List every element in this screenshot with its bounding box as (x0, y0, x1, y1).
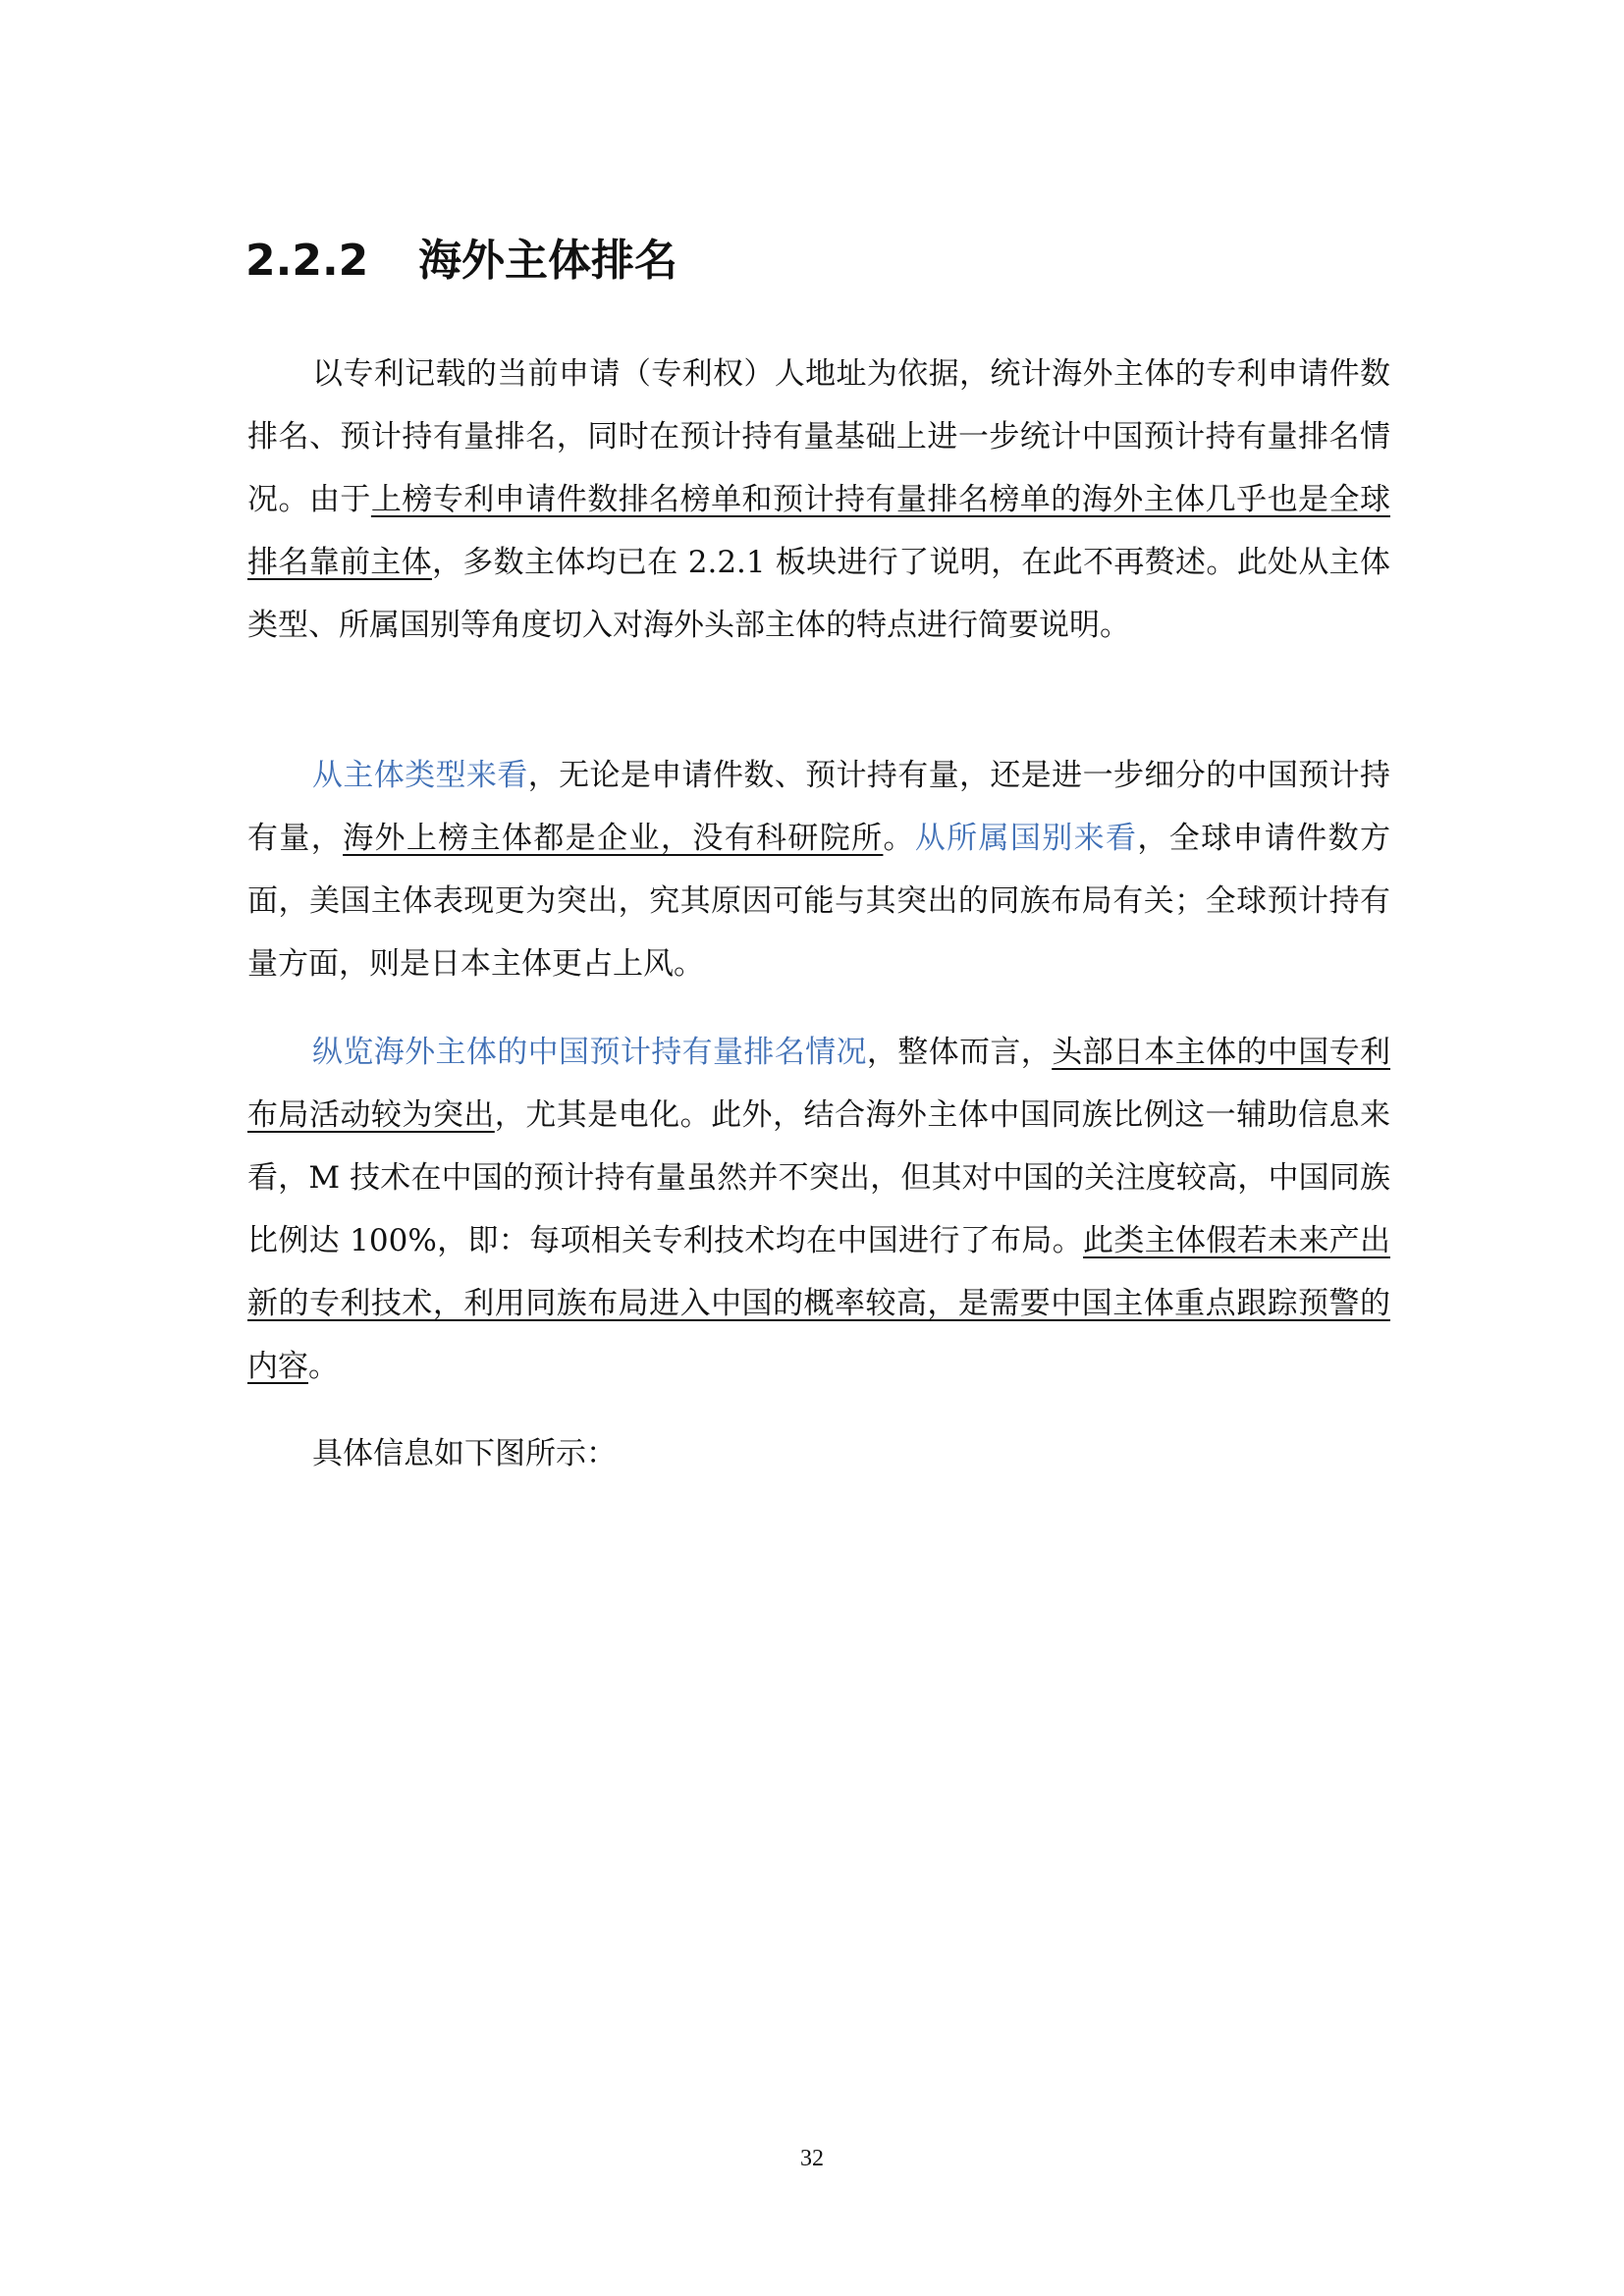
p3-underlined-text-2: 此类主体假若未来产出新的专利技术，利用同族布局进入中国的概率较高，是需要中国主体重点跟踪预警的内容 (247, 1223, 1390, 1384)
section-heading (245, 232, 677, 291)
section-title: 海外主体排名 (418, 236, 677, 286)
paragraph-intro (247, 343, 1390, 657)
p4-text: 具体信息如下图所示： (312, 1436, 617, 1471)
p1-underlined-text: 上榜专利申请件数排名榜单和预计持有量排名榜单的海外主体几乎也是全球排名靠前主体 (247, 482, 1390, 580)
p2-underlined-text: 海外上榜主体都是企业，没有科研院所 (343, 821, 884, 856)
page-number: 32 (800, 2146, 824, 2171)
paragraph-figure-lead (247, 1422, 1390, 1485)
paragraph-entity-type (247, 744, 1390, 995)
p3-text-1: ，整体而言， (866, 1035, 1053, 1070)
p1-text-1: 以专利记载的当前申请（专利权）人地址为依据，统计海外主体的专利申请件数排名、预计持有量排名，同时在预计持有量基础上进一步统计中国预计持有量排名情况。由于 (247, 356, 1390, 517)
p1-text-2: ，多数主体均已在 2.2.1 板块进行了说明，在此不再赘述。此处从主体类型、所属国别等角度切入对海外头部主体的特点进行简要说明。 (247, 545, 1391, 643)
p2-text-1: ，无论是申请件数、预计持有量，还是进一步细分的中国预计持有量， (247, 758, 1391, 856)
p3-underlined-text-1: 头部日本主体的中国专利布局活动较为突出 (247, 1035, 1391, 1133)
p3-text-3: 。 (308, 1349, 339, 1384)
p3-text-2: ，尤其是电化。此外，结合海外主体中国同族比例这一辅助信息来看，M 技术在中国的预计持有量虽然并不突出，但其对中国的关注度较高，中国同族比例达 100%，即：每项相关专利技术均在中国进行了布局。 (247, 1097, 1391, 1258)
p2-highlight-country: 从所属国别来看 (914, 821, 1138, 856)
p2-text-3: ，全球申请件数方面，美国主体表现更为突出，究其原因可能与其突出的同族布局有关；全球预计持有量方面，则是日本主体更占上风。 (247, 821, 1391, 982)
p2-highlight-entity-type: 从主体类型来看 (312, 758, 528, 793)
section-number: 2.2.2 (245, 236, 369, 286)
p2-text-2: 。 (883, 821, 915, 856)
paragraph-china-ranking (247, 1021, 1390, 1398)
p3-highlight-overview: 纵览海外主体的中国预计持有量排名情况 (312, 1035, 867, 1070)
